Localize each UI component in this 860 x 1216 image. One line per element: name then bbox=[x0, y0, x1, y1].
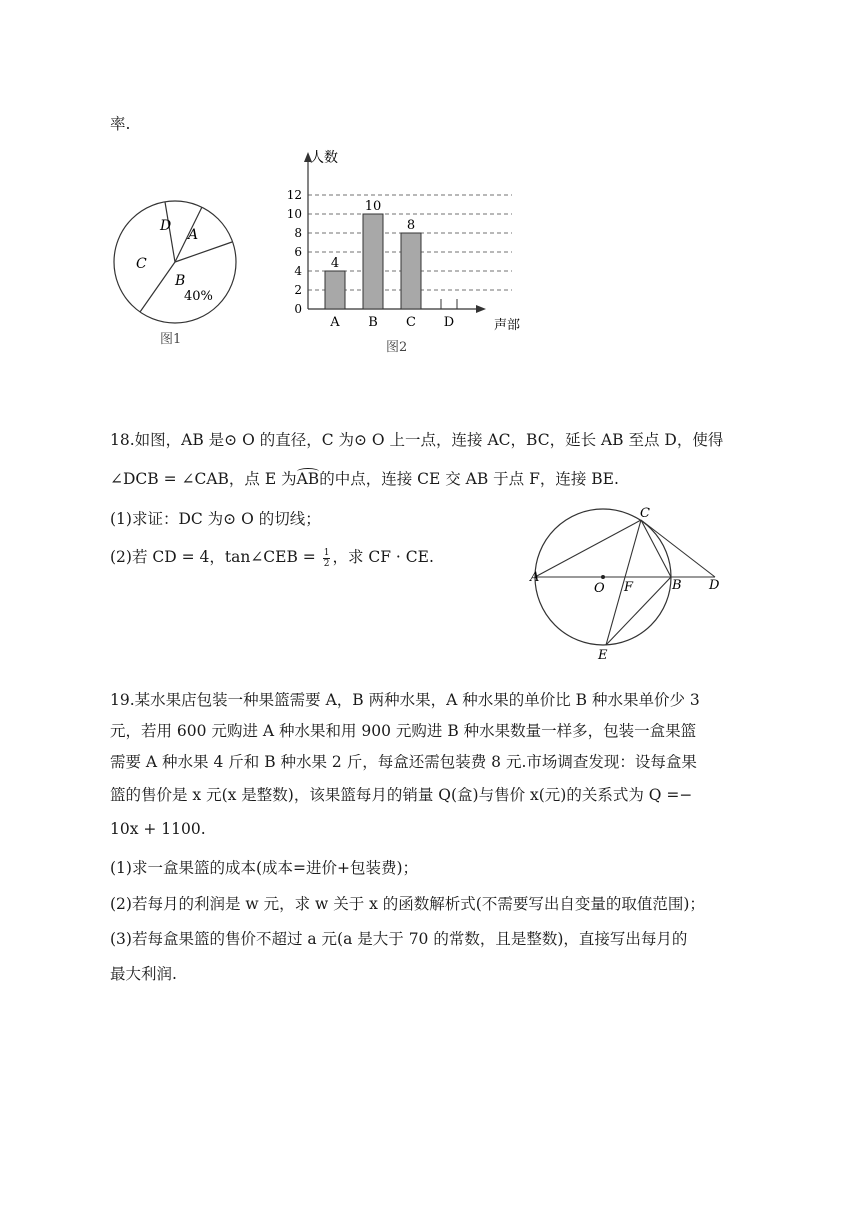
q18-line1: 18.如图，AB 是⊙ O 的直径，C 为⊙ O 上一点，连接 AC，BC，延长 AB 至点 D，使得 bbox=[110, 431, 724, 449]
fraction-numerator: 1 bbox=[323, 547, 330, 558]
x-tick-label: D bbox=[443, 315, 455, 330]
q19-line: 需要 A 种水果 4 斤和 B 种水果 2 斤，每盒还需包装费 8 元.市场调查发现：设每盒果 bbox=[110, 753, 697, 771]
x-axis-title: 声部 bbox=[494, 318, 521, 333]
bar bbox=[325, 271, 345, 309]
figure1-caption: 图1 bbox=[160, 332, 182, 347]
center-point-o bbox=[601, 575, 605, 579]
segment-ac bbox=[535, 520, 641, 577]
y-tick-label: 4 bbox=[294, 264, 302, 278]
point-label-c: C bbox=[640, 506, 650, 521]
bar-data-label: 8 bbox=[406, 218, 416, 233]
fraction-one-half bbox=[323, 548, 331, 569]
q19-line: 篮的售价是 x 元(x 是整数)，该果篮每月的销量 Q(盒)与售价 x(元)的关系式为 Q =− bbox=[110, 786, 693, 804]
bar-data-label: 4 bbox=[330, 256, 340, 271]
pie-label-b-pct: 40% bbox=[184, 289, 213, 304]
bar-marks bbox=[325, 199, 457, 309]
point-label-o: O bbox=[594, 581, 605, 596]
q18-geometry-diagram bbox=[528, 505, 738, 665]
figure2-caption: 图2 bbox=[386, 340, 408, 355]
y-axis-title: 人数 bbox=[310, 150, 338, 166]
bar bbox=[401, 233, 421, 309]
top-fragment: 率. bbox=[110, 115, 131, 133]
y-tick-label: 2 bbox=[294, 283, 302, 297]
q19-line: 元，若用 600 元购进 A 种水果和用 900 元购进 B 种水果数量一样多，包装一盒果篮 bbox=[110, 722, 697, 740]
bar-yticks bbox=[287, 188, 303, 316]
point-label-f: F bbox=[624, 580, 634, 595]
arc-ab: AB bbox=[296, 470, 320, 488]
q18-line2-pre: ∠DCB = ∠CAB，点 E 为 bbox=[110, 470, 297, 488]
point-label-a: A bbox=[530, 570, 540, 585]
q18-line2-post: 的中点，连接 CE 交 AB 于点 F，连接 BE. bbox=[319, 470, 619, 488]
q18-part2 bbox=[110, 545, 434, 569]
segment-cb bbox=[641, 520, 671, 577]
x-axis-arrow bbox=[476, 305, 486, 313]
pie-label-c: C bbox=[136, 256, 147, 272]
figure2-bar-chart bbox=[280, 146, 540, 356]
pie-label-a: A bbox=[188, 227, 199, 243]
q18-part1: (1)求证：DC 为⊙ O 的切线； bbox=[110, 510, 321, 528]
x-tick-label: B bbox=[368, 315, 378, 330]
q19-part: (2)若每月的利润是 w 元，求 w 关于 x 的函数解析式(不需要写出自变量的取值范围)； bbox=[110, 895, 705, 913]
q19-line: 最大利润. bbox=[110, 965, 177, 983]
y-tick-label: 12 bbox=[286, 188, 302, 202]
y-tick-label: 8 bbox=[294, 226, 302, 240]
x-tick-label: A bbox=[330, 315, 340, 330]
point-label-b: B bbox=[672, 578, 682, 593]
point-label-e: E bbox=[598, 648, 608, 663]
pie-label-b: B bbox=[175, 273, 186, 289]
x-tick-label: C bbox=[406, 315, 416, 330]
q19-line: 10x + 1100. bbox=[110, 820, 206, 838]
q19-part: (1)求一盒果篮的成本(成本=进价+包装费)； bbox=[110, 859, 419, 877]
bar bbox=[363, 214, 383, 309]
y-tick-label: 0 bbox=[294, 302, 302, 316]
segment-cd bbox=[641, 520, 715, 577]
fraction-denominator: 2 bbox=[323, 558, 330, 569]
q18-part2-post: ，求 CF · CE. bbox=[332, 548, 434, 566]
bar-data-label: 10 bbox=[364, 199, 382, 214]
point-label-d: D bbox=[709, 578, 720, 593]
pie-label-d: D bbox=[160, 218, 172, 234]
q19-line: 19.某水果店包装一种果篮需要 A，B 两种水果，A 种水果的单价比 B 种水果单价少 3 bbox=[110, 691, 700, 709]
y-tick-label: 10 bbox=[286, 207, 302, 221]
q19-part: (3)若每盒果篮的售价不超过 a 元(a 是大于 70 的常数，且是整数)，直接写出每月的 bbox=[110, 930, 688, 948]
y-tick-label: 6 bbox=[294, 245, 302, 259]
bar-xticks bbox=[329, 315, 454, 330]
q18-part2-pre: (2)若 CD = 4，tan∠CEB = bbox=[110, 548, 321, 566]
q18-line2 bbox=[110, 467, 619, 489]
figure1-pie bbox=[104, 192, 264, 372]
